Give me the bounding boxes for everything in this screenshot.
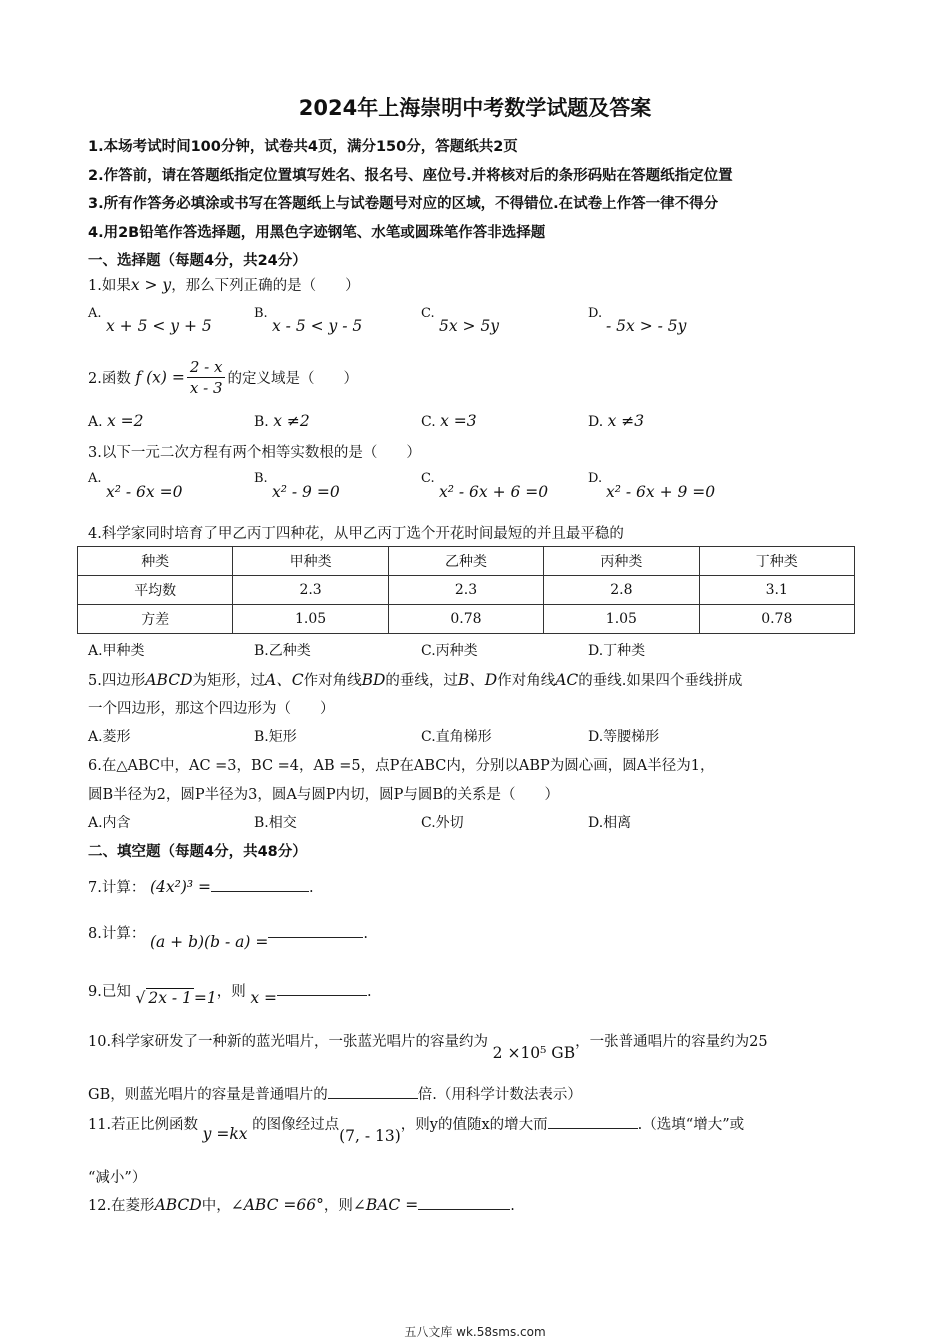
table-header-cell: 甲种类	[233, 547, 388, 576]
table-cell: 方差	[78, 605, 233, 634]
q1-option-c: 5x > 5y	[439, 317, 500, 335]
q12-prefix: 12.在菱形	[88, 1198, 155, 1214]
instruction-4: 4.用2B铅笔作答选择题，用黑色字迹钢笔、水笔或圆珠笔作答非选择题	[88, 225, 546, 241]
table-cell: 2.8	[544, 576, 699, 605]
question-6-line-2: 圆B半径为2，圆P半径为3，圆A与圆P内切，圆P与圆B的关系是（ ）	[88, 787, 559, 803]
q11-point: (7, - 13)	[339, 1127, 401, 1145]
q11-text: .（选填“增大”或	[637, 1117, 745, 1133]
q2-numerator: 2 - x	[187, 357, 226, 378]
q5-text: 的垂线.如果四个垂线拼成	[578, 673, 743, 689]
question-8	[88, 922, 368, 951]
q5-text: 作对角线	[497, 673, 556, 689]
q2-option-c	[421, 412, 477, 430]
q2-denominator: x - 3	[189, 379, 223, 397]
question-3: 3.以下一元二次方程有两个相等实数根的是（ ）	[88, 445, 421, 461]
q12-abcd: ABCD	[154, 1196, 202, 1214]
q3-option-a: x² - 6x =0	[106, 483, 183, 501]
table-header-cell: 种类	[78, 547, 233, 576]
question-9	[88, 980, 372, 1007]
q5-text: 的垂线，过	[385, 673, 458, 689]
table-row	[78, 605, 855, 634]
q1-condition: x > y	[130, 276, 172, 294]
q1-prefix: 1.如果	[88, 278, 131, 294]
table-cell: 平均数	[78, 576, 233, 605]
table-header-cell: 乙种类	[388, 547, 543, 576]
q7-prefix: 7.计算：	[88, 880, 146, 896]
q3-option-c: x² - 6x + 6 =0	[439, 483, 549, 501]
q5-text: 5.四边形	[88, 673, 146, 689]
table-cell: 3.1	[699, 576, 854, 605]
q8-expression: (a + b)(b - a) =	[149, 933, 269, 951]
instruction-1: 1.本场考试时间100分钟，试卷共4页，满分150分，答题纸共2页	[88, 139, 518, 155]
q5-option-a: A.菱形	[88, 729, 131, 745]
table-cell: 2.3	[388, 576, 543, 605]
question-5-line-1	[88, 668, 742, 690]
q2-prefix: 2.函数	[88, 371, 131, 387]
q3-label-d: D.	[588, 471, 603, 486]
q2-value-c: x =3	[440, 412, 477, 430]
q3-option-b: x² - 9 =0	[272, 483, 340, 501]
page-footer: 五八文库 wk.58sms.com	[404, 1325, 546, 1339]
q4-option-c: C.丙种类	[421, 643, 478, 659]
instruction-2: 2.作答前，请在答题纸指定位置填写姓名、报名号、座位号.并将核对后的条形码贴在答题纸指定位置	[88, 168, 733, 184]
question-7	[88, 876, 314, 897]
table-cell: 0.78	[699, 605, 854, 634]
q2-value-a: x =2	[107, 412, 144, 430]
q10-answer-blank[interactable]	[328, 1084, 418, 1099]
q5-option-c: C.直角梯形	[421, 729, 492, 745]
q1-label-c: C.	[421, 306, 435, 321]
q4-option-b: B.乙种类	[254, 643, 311, 659]
q1-option-a: x + 5 < y + 5	[106, 317, 212, 335]
q3-option-d: x² - 6x + 9 =0	[606, 483, 716, 501]
q6-option-c: C.外切	[421, 815, 464, 831]
q3-label-a: A.	[88, 471, 102, 486]
q4-option-d: D.丁种类	[588, 643, 646, 659]
q1-label-d: D.	[588, 306, 603, 321]
section-fill-heading: 二、填空题（每题4分，共48分）	[88, 844, 307, 860]
q1-option-b: x - 5 < y - 5	[272, 317, 363, 335]
q1-option-d: - 5x > - 5y	[606, 317, 687, 335]
table-header-cell: 丁种类	[699, 547, 854, 576]
q5-text: 作对角线	[303, 673, 362, 689]
q5-points-ac: A、C	[265, 671, 304, 689]
q5-text: 为矩形，过	[192, 673, 266, 689]
table-cell: 0.78	[388, 605, 543, 634]
q2-label-b: B.	[254, 414, 269, 430]
q2-option-d	[588, 412, 644, 430]
q10-text: ，一张普通唱片的容量约为25	[575, 1034, 768, 1050]
table-cell: 2.3	[233, 576, 388, 605]
q2-label-c: C.	[421, 414, 436, 430]
q5-bd: BD	[361, 671, 386, 689]
question-10-line-2	[88, 1083, 582, 1104]
q8-answer-blank[interactable]	[268, 923, 363, 938]
q11-text: 的图像经过点	[252, 1117, 340, 1133]
q4-option-a: A.甲种类	[88, 643, 145, 659]
q2-option-b	[254, 412, 310, 430]
question-5-line-2: 一个四边形，那这个四边形为（ ）	[88, 701, 335, 717]
q3-label-b: B.	[254, 471, 268, 486]
q1-label-a: A.	[88, 306, 102, 321]
q10-text: GB，则蓝光唱片的容量是普通唱片的	[88, 1087, 328, 1103]
q9-equals: =1	[193, 989, 217, 1007]
q12-mid: 中，	[201, 1198, 231, 1214]
q2-value-d: x ≠3	[607, 412, 645, 430]
q9-suffix: .	[367, 984, 372, 1000]
q7-suffix: .	[309, 880, 314, 896]
section-choice-heading: 一、选择题（每题4分，共24分）	[88, 253, 307, 269]
table-row	[78, 576, 855, 605]
table-cell: 1.05	[233, 605, 388, 634]
q5-abcd: ABCD	[145, 671, 193, 689]
q11-expression: y =kx	[202, 1125, 248, 1143]
q2-label-d: D.	[588, 414, 604, 430]
q9-mid: ，则	[216, 984, 246, 1000]
q8-prefix: 8.计算：	[88, 926, 146, 942]
q12-target-angle: ∠BAC =	[352, 1196, 419, 1214]
q3-label-c: C.	[421, 471, 435, 486]
flower-data-table	[77, 546, 855, 634]
q9-sqrt-sign: √	[135, 989, 146, 1007]
q2-suffix: 的定义域是（ ）	[227, 371, 358, 387]
q8-suffix: .	[363, 926, 368, 942]
table-header-row	[78, 547, 855, 576]
q2-fraction	[187, 357, 226, 398]
question-2	[88, 357, 358, 398]
question-11-line-2: “减小”）	[88, 1170, 147, 1186]
q10-text: 10.科学家研发了一种新的蓝光唱片，一张蓝光唱片的容量约为	[88, 1034, 489, 1050]
question-6-line-1: 6.在△ABC中，AC =3，BC =4，AB =5，点P在ABC内，分别以ABP为圆心画，圆A半径为1，	[88, 758, 715, 774]
page-title: 2024年上海崇明中考数学试题及答案	[298, 96, 652, 120]
q9-radicand: 2x - 1	[148, 989, 192, 1007]
q12-mid2: ，则	[323, 1198, 353, 1214]
question-12	[88, 1194, 515, 1215]
q6-option-a: A.内含	[88, 815, 131, 831]
question-1	[88, 274, 360, 295]
q2-function: f (x) =	[135, 368, 185, 387]
q6-option-b: B.相交	[254, 815, 297, 831]
question-11-line-1	[88, 1113, 745, 1145]
q10-expression: 2 ×10⁵ GB	[492, 1044, 576, 1062]
q5-ac: AC	[555, 671, 579, 689]
q11-answer-blank[interactable]	[548, 1114, 638, 1129]
q1-label-b: B.	[254, 306, 268, 321]
q9-variable: x =	[250, 989, 278, 1007]
q6-option-d: D.相离	[588, 815, 632, 831]
q11-text: ，则y的值随x的增大而	[400, 1117, 548, 1133]
q11-text: 11.若正比例函数	[88, 1117, 199, 1133]
q9-prefix: 9.已知	[88, 984, 131, 1000]
q10-text: 倍.（用科学计数法表示）	[417, 1087, 582, 1103]
q2-option-a	[88, 412, 144, 430]
q7-expression: (4x²)³ =	[149, 878, 211, 896]
table-cell: 1.05	[544, 605, 699, 634]
q5-points-bd: B、D	[457, 671, 498, 689]
q5-option-b: B.矩形	[254, 729, 297, 745]
q5-option-d: D.等腰梯形	[588, 729, 660, 745]
q7-answer-blank[interactable]	[211, 877, 309, 892]
question-10-line-1	[88, 1030, 768, 1062]
q2-value-b: x ≠2	[273, 412, 310, 430]
table-header-cell: 丙种类	[544, 547, 699, 576]
q12-suffix: .	[510, 1198, 515, 1214]
q12-answer-blank[interactable]	[418, 1195, 510, 1210]
q9-answer-blank[interactable]	[277, 981, 367, 996]
q12-given-angle: ∠ABC =66°	[230, 1196, 324, 1214]
q1-suffix: ，那么下列正确的是（ ）	[171, 278, 360, 294]
question-4: 4.科学家同时培育了甲乙丙丁四种花，从甲乙丙丁选个开花时间最短的并且最平稳的	[88, 526, 624, 542]
instruction-3: 3.所有作答务必填涂或书写在答题纸上与试卷题号对应的区域，不得错位.在试卷上作答一律不得分	[88, 196, 719, 212]
q2-label-a: A.	[88, 414, 103, 430]
